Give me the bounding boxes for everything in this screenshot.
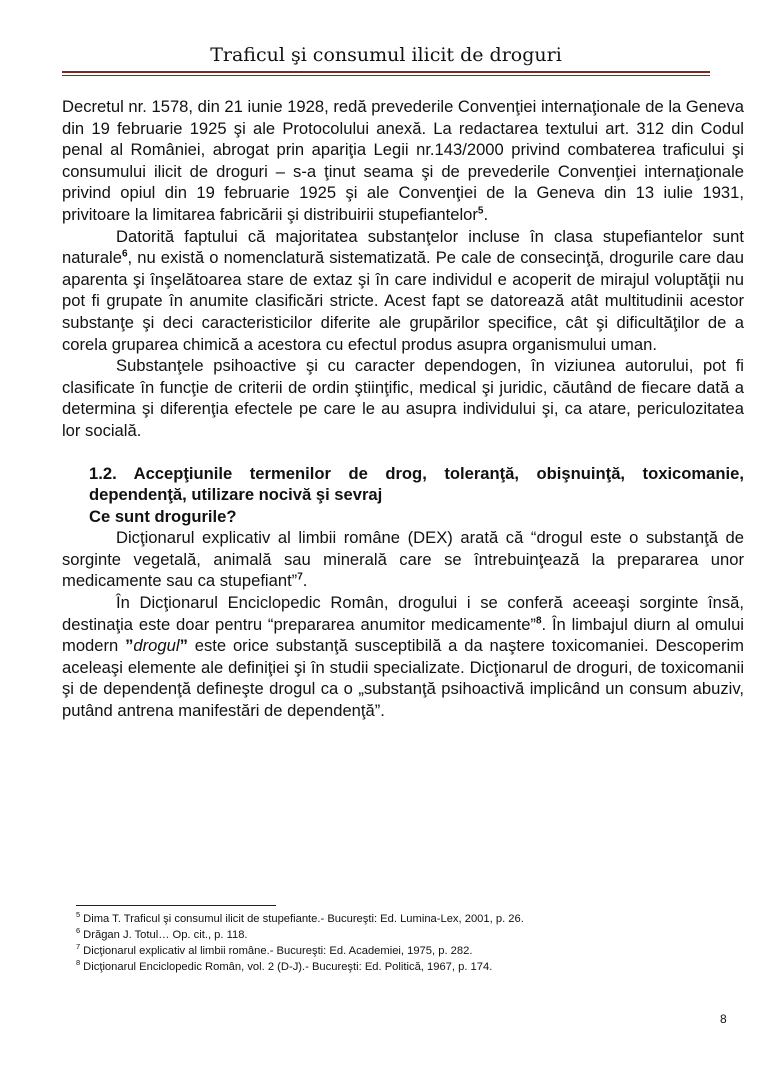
footnote-ref-7[interactable]: 7 bbox=[297, 571, 303, 583]
footnote-ref-8[interactable]: 8 bbox=[535, 615, 542, 627]
page-number: 8 bbox=[720, 1012, 727, 1026]
emphasized-term: drogul bbox=[133, 636, 180, 656]
footnote-5: $^5$ Dima T. Traficul şi consumul ilicit de stupefiante.- Bucureşti: Ed. Lumina-Lex, 2001, p. 26. bbox=[76, 910, 524, 925]
footnote-ref-6[interactable]: 6 bbox=[121, 248, 128, 260]
paragraph-nomenclature: Datorită faptului că majoritatea substanţelor incluse în clasa stupefiantelor sunt naturale$^6$, nu există o nomenclatură sistematizată. Pe cale de consecinţă, drogurile care dau aparenta şi înşelătoarea stare de extaz şi în care individul e acoperit de mirajul voluptăţii nu pot fi grupate în anumite clasificări stricte. Acest fapt se datorează atât multitudinii acestor substanţe şi deci caracteristicilor diferite ale grupărilor specifice, cât şi dificultăţilor de a corela gruparea chimică a acestora cu efectul produs asupra organismului uman. bbox=[62, 226, 744, 354]
subheading: Ce sunt drogurile? bbox=[89, 506, 237, 526]
footnote-6: $^6$ Drăgan J. Totul… Op. cit., p. 118. bbox=[76, 926, 248, 941]
paragraph-dex: Dicţionarul explicativ al limbii române (DEX) arată că “drogul este o substanţă de sorginte vegetală, animală sau minerală care se întrebuinţează la prepararea unor medicamente sau ca stupefiant”$^7$. bbox=[62, 528, 744, 591]
running-header-title: Traficul şi consumul ilicit de droguri bbox=[210, 44, 562, 66]
paragraph-classification: Substanţele psihoactive şi cu caracter dependogen, în viziunea autorului, pot fi clasificate în funcţie de criterii de ordin ştiinţific, medical şi juridic, căutând de fiecare dată a determina şi diferenţia efectele pe care le au asupra individului şi, ca atare, periculozitatea lor socială. bbox=[62, 356, 744, 440]
header-rule-thin bbox=[62, 75, 710, 76]
footnotes bbox=[76, 911, 736, 975]
footnote-8: $^8$ Dicţionarul Enciclopedic Român, vol. 2 (D-J).- Bucureşti: Ed. Politică, 1967, p. 174. bbox=[76, 958, 493, 973]
footnote-separator bbox=[76, 905, 276, 906]
paragraph-decree: Decretul nr. 1578, din 21 iunie 1928, redă prevederile Convenţiei internaţionale de la Geneva din 19 februarie 1925 şi ale Protocolului anexă. La redactarea textului art. 312 din Codul penal al României, abrogat prin apariţia Legii nr.143/2000 privind combaterea traficului şi consumului ilicit de droguri – s-a ţinut seama şi de prevederile Convenţiei internaţionale privind opiul din 19 februarie 1925 şi ale Convenţiei de la Geneva din 13 iulie 1931, privitoare la limitarea fabricării şi distribuirii stupefiantelor$^5$. bbox=[62, 97, 744, 224]
footnote-7: $^7$ Dicţionarul explicativ al limbii române.- Bucureşti: Ed. Academiei, 1975, p. 282. bbox=[76, 942, 473, 957]
footnote-ref-5[interactable]: 5 bbox=[477, 205, 484, 217]
header-rule-thick bbox=[62, 71, 710, 73]
paragraph-encyclopedic: În Dicţionarul Enciclopedic Român, drogului i se conferă aceeaşi sorginte însă, destinaţia este doar pentru “prepararea anumitor medicamente”$^8$. În limbajul diurn al omului modern ”drogul” este orice substanţă susceptibilă a da naştere toxicomaniei. Descoperim aceleaşi elemente ale definiţiei şi în studii specializate. Dicţionarul de droguri, de toxicomanii şi de dependenţă defineşte drogul ca o „substanţă psihoactivă implicând un consum abuziv, putând antrena manifestări de dependenţă”. bbox=[62, 593, 744, 721]
section-heading: 1.2. Accepţiunile termenilor de drog, toleranţă, obişnuinţă, toxicomanie, dependenţă, utilizare nocivă şi sevraj bbox=[89, 463, 744, 505]
main-text bbox=[62, 96, 744, 722]
